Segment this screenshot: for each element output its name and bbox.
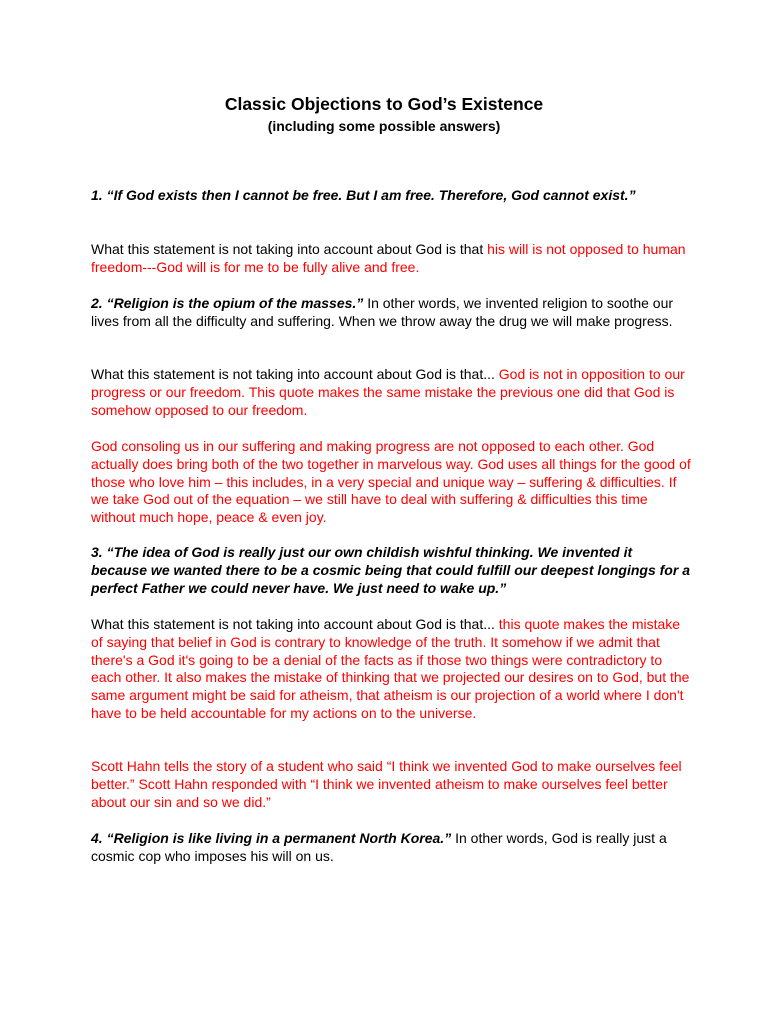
objection-quote: “If God exists then I cannot be free. But I am free. Therefore, God cannot exist.” — [106, 187, 636, 203]
objection-1 — [91, 187, 691, 205]
objection-4 — [91, 830, 691, 866]
objection-quote: “The idea of God is really just our own childish wishful thinking. We invented it because we wanted there to be a cosmic being that could fulfill our deepest longings for a perfect Father we could never have. We just need to wake up.” — [91, 544, 690, 596]
objection-number: 3. — [91, 544, 103, 560]
answer-lead: What this statement is not taking into account about God is that... — [91, 366, 499, 382]
answer-text: this quote makes the mistake of saying that belief in God is contrary to knowledge of the truth. It somehow if we admit that there's a God it's going to be a denial of the facts as if those two things were contradictory to each other. It also makes the mistake of thinking that we projected our desires on to God, but the same argument might be said for atheism, that atheism is our projection of a world where I don't have to be held accountable for my actions on to the universe. — [91, 616, 690, 721]
answer-lead: What this statement is not taking into account about God is that... — [91, 616, 499, 632]
objection-number: 4. — [91, 830, 103, 846]
scott-hahn-story: Scott Hahn tells the story of a student who said “I think we invented God to make ourselves feel better.” Scott Hahn responded with “I think we invented atheism to make ourselves feel better about our sin and so we did.” — [91, 758, 682, 810]
answer-2 — [91, 366, 691, 419]
objection-explanation: In other words, we invented religion to soothe our lives from all the difficulty and suffering. When we throw away the drug we will make progress. — [91, 295, 674, 329]
answer-text: God is not in opposition to our progress or our freedom. This quote makes the same mistake the previous one did that God is somehow opposed to our freedom. — [91, 366, 685, 418]
objection-quote: “Religion is like living in a permanent North Korea.” — [106, 830, 452, 846]
document-title: Classic Objections to God’s Existence — [224, 94, 544, 114]
objection-number: 1. — [91, 187, 103, 203]
objection-2 — [91, 295, 691, 331]
objection-explanation: In other words, God is really just a cosmic cop who imposes his will on us. — [91, 830, 667, 864]
answer-2-continued: God consoling us in our suffering and making progress are not opposed to each other. God actually does bring both of the two together in marvelous way. God uses all things for the good of those who love him – this includes, in a very special and unique way – suffering & difficulties. If we take God out of the equation – we still have to deal with suffering & difficulties this time without much hope, peace & even joy. — [91, 438, 691, 526]
objection-number: 2. — [91, 295, 103, 311]
objection-3 — [91, 544, 691, 597]
answer-lead: What this statement is not taking into account about God is that — [91, 241, 488, 257]
document-subtitle: (including some possible answers) — [267, 118, 501, 134]
answer-3 — [91, 616, 691, 723]
objection-quote: “Religion is the opium of the masses.” — [106, 295, 364, 311]
answer-1 — [91, 241, 691, 277]
answer-text: his will is not opposed to human freedom---God will is for me to be fully alive and free. — [91, 241, 686, 275]
